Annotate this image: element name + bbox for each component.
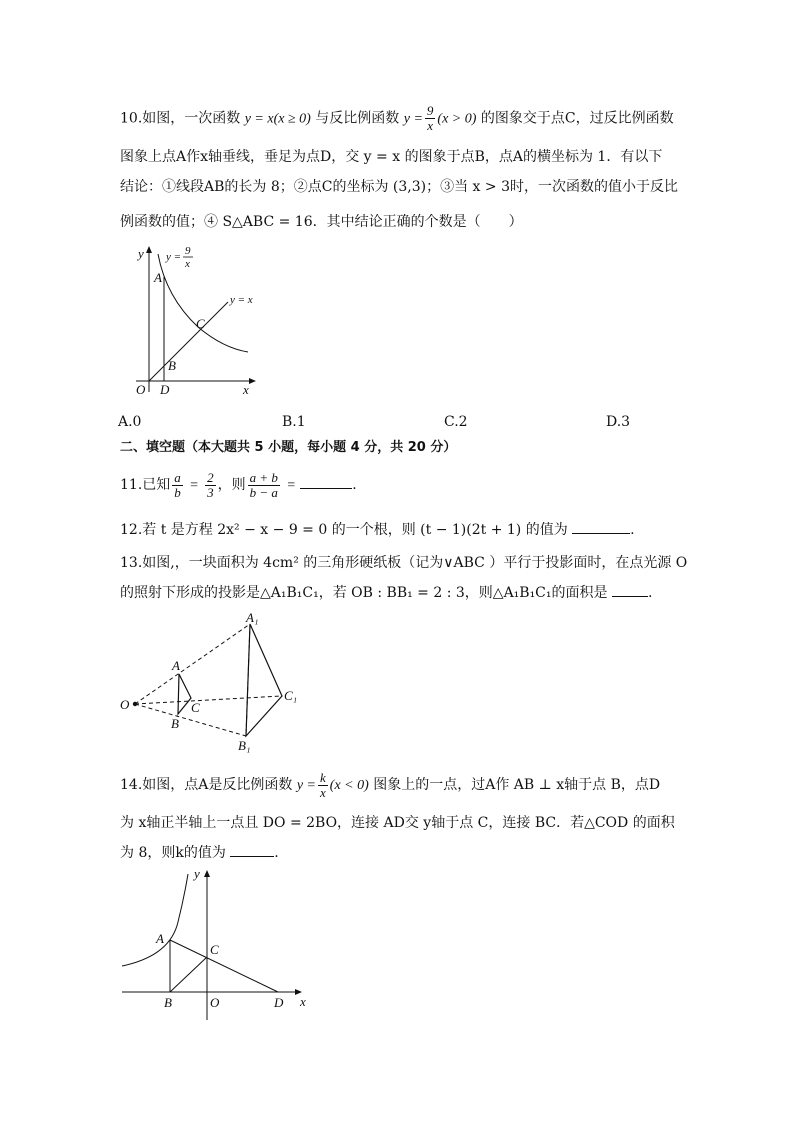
q12-answer-blank[interactable] bbox=[572, 519, 630, 534]
q13-ray-OC1 bbox=[135, 696, 282, 704]
q10-label-D: D bbox=[160, 382, 170, 397]
q10-label-C: C bbox=[196, 316, 205, 331]
q14-label-D: D bbox=[274, 995, 284, 1010]
q14-answer-blank[interactable] bbox=[230, 842, 274, 857]
q11-line: 11.已知 $\frac{a}{b}$ = $\frac{2}{3}$ ，则 $\frac{a + b}{b - a}$ = . bbox=[120, 469, 357, 500]
q10-label-A: A bbox=[154, 270, 162, 285]
q13-label-B: B bbox=[171, 716, 179, 731]
q14-graph-figure bbox=[118, 864, 318, 1026]
q10-x-axis-arrow bbox=[249, 378, 256, 384]
q10-label-O: O bbox=[136, 382, 146, 397]
q10-line-2: 图象上点A作x轴垂线，垂足为点D，交 y = x 的图象于点B，点A的横坐标为 1．有以下 bbox=[120, 149, 663, 165]
q13-label-A: A bbox=[172, 658, 180, 673]
q10-option-d: D.3 bbox=[606, 414, 631, 430]
q14-label-B: B bbox=[164, 995, 172, 1010]
q10-curve-label-den: x bbox=[185, 258, 190, 270]
q10-y-axis-arrow bbox=[146, 246, 152, 253]
q13-label-A1: A₁ bbox=[246, 610, 259, 625]
q10-line-label: y = x bbox=[230, 294, 253, 306]
q10-option-b: B.1 bbox=[282, 414, 306, 430]
q13-triangle-A1B1C1 bbox=[246, 624, 282, 736]
q14-segment-BC bbox=[170, 957, 207, 992]
q10-label-y: y bbox=[138, 246, 144, 261]
q13-line-1: 13.如图,，一块面积为 4cm² 的三角形硬纸板（记为∨ABC ）平行于投影面时，在点光源 O bbox=[120, 555, 688, 571]
q13-label-O: O bbox=[120, 697, 130, 712]
q14-label-O: O bbox=[210, 995, 220, 1010]
q14-fraction-k-over-x: $\frac{k}{x}$ bbox=[320, 769, 326, 800]
q10-graph-figure bbox=[118, 242, 268, 402]
q11-fraction-sum-over-diff: $\frac{a + b}{b - a}$ bbox=[249, 469, 278, 500]
q14-y-axis-arrow bbox=[204, 870, 210, 877]
q14-label-C: C bbox=[210, 942, 219, 957]
q14-line-2: 为 x轴正半轴上一点且 DO = 2BO，连接 AD交 y轴于点 C，连接 BC．若△COD 的面积 bbox=[120, 815, 675, 831]
section-heading-fill-in: 二、填空题（本大题共 5 小题，每小题 4 分，共 20 分） bbox=[120, 440, 457, 455]
q10-label-B: B bbox=[168, 358, 176, 373]
q14-line-1: 14.如图，点A是反比例函数 y = $\frac{k}{x}$ (x < 0) 图象上的一点，过A作 AB ⊥ x轴于点 B，点D bbox=[120, 769, 661, 800]
q13-triangle-ABC bbox=[178, 674, 191, 714]
q10-fraction-9-over-x: $\frac{9}{x}$ bbox=[426, 103, 434, 133]
q11-fraction-a-over-b: $\frac{a}{b}$ bbox=[174, 469, 181, 500]
q10-curve-label-num: 9 bbox=[185, 245, 191, 257]
q13-projection-figure bbox=[118, 612, 318, 754]
q13-ray-OA1 bbox=[135, 624, 250, 704]
q14-segment-AD bbox=[170, 940, 278, 992]
q10-option-a: A.0 bbox=[118, 414, 142, 430]
q13-answer-blank[interactable] bbox=[612, 582, 648, 597]
q11-fraction-2-over-3: $\frac{2}{3}$ bbox=[207, 469, 214, 500]
q10-line-4: 例函数的值；④ S△ABC = 16．其中结论正确的个数是（ ） bbox=[120, 214, 523, 230]
q10-line-1: 10.如图，一次函数 y = x(x ≥ 0) 与反比例函数 y = $\frac{9}{x}$ (x > 0) 的图象交于点C，过反比例函数 bbox=[120, 103, 674, 133]
q11-answer-blank[interactable] bbox=[300, 474, 352, 489]
q14-label-y: y bbox=[194, 866, 200, 881]
q10-option-c: C.2 bbox=[444, 414, 468, 430]
q10-label-x: x bbox=[243, 382, 249, 397]
q14-label-A: A bbox=[156, 931, 164, 946]
q14-hyperbola bbox=[122, 874, 188, 966]
q13-label-C: C bbox=[191, 700, 200, 715]
q10-curve-label-y: y = bbox=[166, 251, 182, 263]
q13-line-2: 的照射下形成的投影是△A₁B₁C₁，若 OB : BB₁ = 2 : 3，则△A₁B₁C₁的面积是 . bbox=[120, 582, 680, 604]
q14-line-3: 为 8，则k的值为 . bbox=[120, 842, 680, 864]
q12-line: 12.若 t 是方程 2x² − x − 9 = 0 的一个根，则 (t − 1)(2t + 1) 的值为 . bbox=[120, 519, 680, 541]
q10-line-3: 结论：①线段AB的长为 8；②点C的坐标为 (3,3)；③当 x > 3时，一次函数的值小于反比 bbox=[120, 179, 678, 195]
q14-label-x: x bbox=[300, 994, 306, 1009]
q13-label-B1: B₁ bbox=[238, 738, 251, 753]
q13-label-C1: C₁ bbox=[284, 688, 298, 703]
q13-point-O bbox=[133, 702, 137, 706]
q10-line-y-equals-x bbox=[149, 302, 228, 381]
